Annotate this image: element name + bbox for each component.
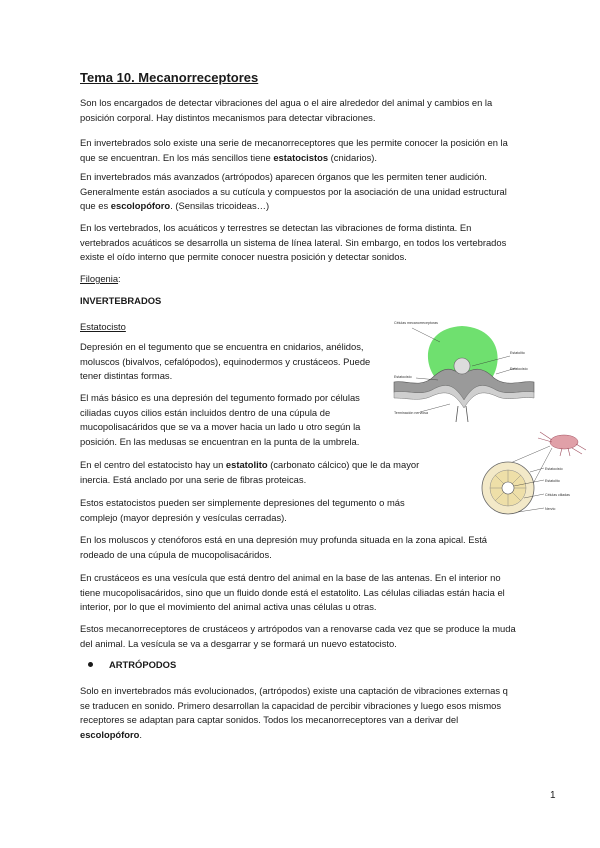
paragraph-estatocisto-def — [80, 340, 385, 384]
paragraph-estatocisto-basico-text: El más básico es una depresión del tegumento formado por células ciliadas cuyos cilios están incluidos dentro de una cúpula de mucopolisacáridos que se va a mover hacia un lado u otro según la posición. En las medusas se encuentran en la punta de la umbrela. — [80, 392, 361, 447]
paragraph-invertebrados-end: (cnidarios). — [328, 151, 378, 163]
label-estatocisto-right: Estatocisto — [510, 367, 528, 371]
bullet-dot-icon — [88, 662, 93, 667]
paragraph-crustaceos — [80, 571, 517, 615]
term-estatolito: estatolito — [225, 459, 268, 470]
paragraph-vertebrados — [80, 221, 517, 265]
heading-filogenia — [80, 272, 517, 287]
paragraph-escolopoforo-text: Solo en invertebrados más evolucionados, (artrópodos) existe una captación de vibraciones externas q se traducen en sonido. Primero desarrollan la capacidad de percibir vibraciones y luego esos mismos receptores se adaptan para captar sonidos. Todos los mecanorreceptores van a derivar del — [80, 685, 508, 725]
paragraph-moluscos-text: En los moluscos y ctenóforos está en una depresión muy profunda situada en la zona apical. Está rodeado de una cúpula de mucopolisacáridos. — [80, 534, 488, 560]
label-estatolito-right: Estatolito — [510, 351, 525, 355]
term-escolopoforo: escolopóforo — [110, 200, 171, 211]
paragraph-vertebrados-text: En los vertebrados, los acuáticos y terrestres se detectan las vibraciones de forma distinta. En vertebrados acuáticos se desarrolla un sistema de línea lateral. Sin embargo, en todos los vertebrados existe el oído interno que permite conocer nuestra posición y detectar sonidos. — [80, 222, 507, 262]
bullet-artropodos — [88, 658, 176, 673]
paragraph-estatolito-end: (carbonato cálcico) que le da mayor inercia. Está anclado por una serie de fibras proteicas. — [80, 459, 420, 485]
label-fig2-estatocisto: Estatocisto — [545, 467, 563, 471]
label-terminacion-nerviosa: Terminación nerviosa — [394, 411, 428, 415]
paragraph-artropodos-audicion — [80, 170, 517, 214]
paragraph-estatocisto-def-text: Depresión en el tegumento que se encuentra en cnidarios, anélidos, moluscos (bivalvos, cefalópodos), equinodermos y crustáceos. Puede tener distintas formas. — [80, 341, 371, 381]
label-fig2-celulas-ciliadas: Células ciliadas — [545, 493, 570, 497]
page-title: Tema 10. Mecanorreceptores — [80, 70, 259, 85]
paragraph-escolopoforo-end: . — [139, 728, 142, 740]
crustacean-icon — [538, 432, 586, 456]
statocyst-cross-section-figure — [392, 318, 542, 423]
connector-line — [508, 446, 550, 464]
paragraph-muda-text: Estos mecanorreceptores de crustáceos y artrópodos van a renovarse cada vez que se produce la muda del animal. La vesícula se va a desgarrar y se formará un nuevo estatocisto. — [80, 623, 516, 649]
crustacean-statocyst-figure — [478, 428, 590, 528]
paragraph-artropodos-text: En invertebrados más avanzados (artrópodos) aparecen órganos que les permiten tener audición. Generalmente están asociados a su cutícula y compuestos por la asociación de una unidad estructural que es — [80, 171, 507, 211]
filogenia-label: Filogenia — [80, 273, 119, 284]
paragraph-artropodos-end: . (Sensilas tricoideas…) — [170, 200, 270, 211]
paragraph-muda — [80, 622, 517, 651]
paragraph-intro-text: Son los encargados de detectar vibraciones del agua o el aire alrededor del animal y cambios en la posición corporal. Hay distintos mecanismos para detectar vibraciones. — [80, 97, 493, 123]
term-estatocistos: estatocistos — [273, 151, 329, 163]
heading-invertebrados: INVERTEBRADOS — [80, 295, 162, 306]
filogenia-colon: : — [118, 273, 121, 284]
paragraph-estatocisto-complejo — [80, 496, 412, 525]
leader-line — [412, 328, 440, 342]
nerve-fibers — [456, 406, 468, 422]
paragraph-estatolito-text: En el centro del estatocisto hay un — [80, 459, 226, 470]
label-fig2-nervio: Nervio — [545, 507, 556, 511]
label-celulas-mecanorreceptoras: Células mecanorreceptoras — [394, 321, 438, 325]
paragraph-moluscos — [80, 533, 517, 562]
term-escolopoforo-2: escolopóforo — [80, 728, 140, 740]
paragraph-estatolito — [80, 458, 420, 487]
paragraph-escolopoforo — [80, 684, 517, 742]
paragraph-invertebrados-text: En invertebrados solo existe una serie de mecanorreceptores que les permite conocer la posición en la que se encuentran. En los más sencillos tiene — [80, 137, 508, 163]
page-number: 1 — [550, 790, 556, 801]
statolith-shape — [454, 358, 470, 374]
paragraph-estatocisto-complejo-text: Estos estatocistos pueden ser simplemente depresiones del tegumento o más complejo (mayor depresión y vesículas cerradas). — [80, 497, 405, 523]
paragraph-intro — [80, 96, 517, 125]
bullet-artropodos-label: ARTRÓPODOS — [109, 659, 177, 670]
paragraph-crustaceos-text: En crustáceos es una vesícula que está dentro del animal en la base de las antenas. En el interior no tiene mucopolisacáridos, sino que un fluido donde está el estatolito. Las células ciliadas están hacia el interior, por lo que el movimiento del animal activa unas células u otras. — [80, 572, 505, 612]
paragraph-estatocisto-basico — [80, 391, 385, 449]
statolith-circle — [502, 482, 514, 494]
heading-estatocisto: Estatocisto — [80, 321, 126, 332]
label-fig2-estatolito: Estatolito — [545, 479, 560, 483]
paragraph-invertebrados — [80, 136, 517, 165]
label-estatocisto-left: Estatocisto — [394, 375, 412, 379]
